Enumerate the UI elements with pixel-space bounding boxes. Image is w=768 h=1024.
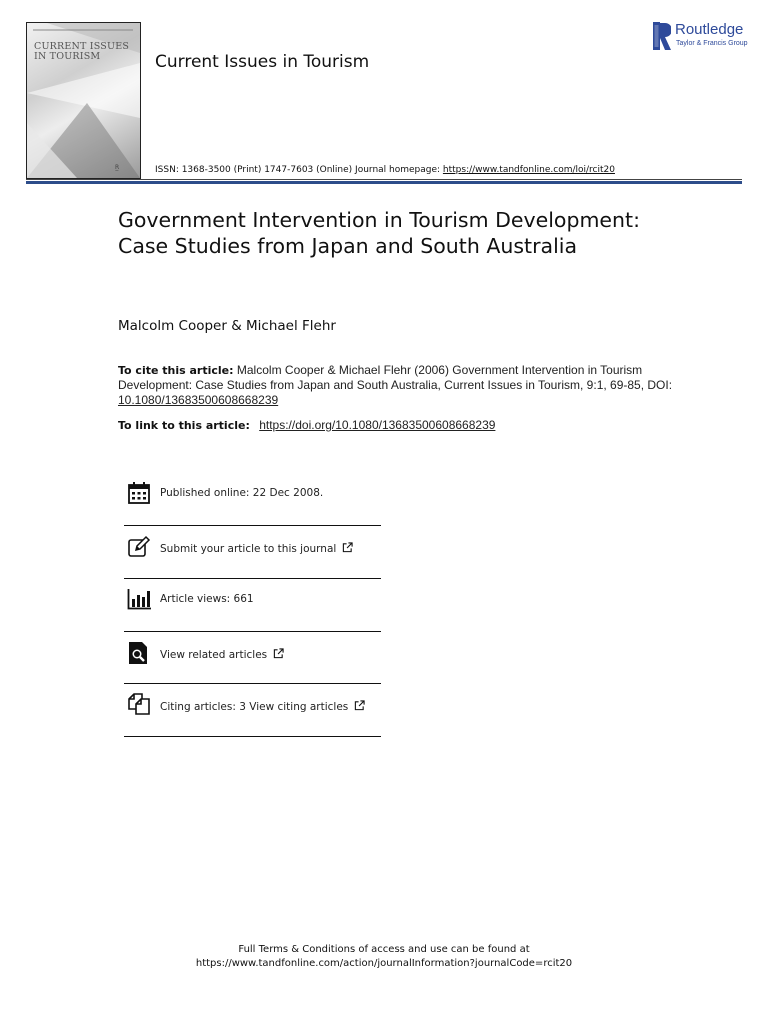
metrics-divider (124, 736, 381, 737)
external-link-icon (273, 648, 284, 659)
header-rule-thick (26, 181, 742, 184)
publisher-subtitle: Taylor & Francis Group (676, 40, 748, 47)
article-views-text: Article views: 661 (160, 593, 254, 605)
metric-related-articles[interactable] (124, 641, 380, 693)
calendar-icon (127, 481, 151, 505)
journal-homepage-link[interactable]: https://www.tandfonline.com/loi/rcit20 (442, 165, 615, 175)
cite-label: To cite this article: (118, 364, 234, 377)
issn-line (155, 165, 615, 175)
metrics-divider (124, 631, 381, 632)
header-rule-thin (26, 179, 742, 180)
cite-text: Malcolm Cooper & Michael Flehr (2006) Government Intervention in Tourism Development: Case Studies from Japan and South Australia, Current Issues in Tourism, 9:1, 69-85, DOI: (118, 363, 673, 392)
citing-articles-icon (127, 692, 151, 716)
edit-icon (127, 535, 151, 559)
article-link-line (118, 418, 678, 432)
journal-cover-image (26, 22, 141, 179)
article-doi-link[interactable]: https://doi.org/10.1080/13683500608668239 (259, 418, 496, 432)
cover-rule (33, 29, 133, 31)
citation-block (118, 363, 678, 408)
submit-article-label: Submit your article to this journal (160, 543, 337, 555)
routledge-r-icon (653, 22, 671, 50)
external-link-icon (354, 700, 365, 711)
citing-articles-link[interactable] (160, 700, 365, 713)
terms-url[interactable]: https://www.tandfonline.com/action/journalInformation?journalCode=rcit20 (195, 958, 573, 969)
terms-text: Full Terms & Conditions of access and use can be found at (238, 944, 530, 955)
citing-articles-label: Citing articles: 3 View citing articles (160, 701, 349, 713)
published-online-text: Published online: 22 Dec 2008. (160, 487, 324, 499)
issn-text: ISSN: 1368-3500 (Print) 1747-7603 (Online) Journal homepage: (155, 165, 443, 175)
search-document-icon (127, 641, 151, 665)
metrics-divider (124, 683, 381, 684)
related-articles-label: View related articles (160, 649, 268, 661)
metrics-divider (124, 525, 381, 526)
cover-publisher-mark: R̲ (115, 164, 120, 171)
metric-submit-article[interactable] (124, 535, 380, 587)
submit-article-link[interactable] (160, 542, 353, 555)
terms-footer (0, 943, 768, 971)
article-title: Government Intervention in Tourism Development: Case Studies from Japan and South Australia (118, 208, 640, 258)
cover-title: CURRENT ISSUES IN TOURISM (34, 41, 130, 62)
journal-title: Current Issues in Tourism (155, 52, 370, 72)
publisher-name: Routledge (675, 21, 744, 38)
related-articles-link[interactable] (160, 648, 284, 661)
external-link-icon (342, 542, 353, 553)
bar-chart-icon (127, 587, 151, 611)
metrics-divider (124, 578, 381, 579)
routledge-logo (653, 21, 748, 51)
article-authors: Malcolm Cooper & Michael Flehr (118, 318, 336, 334)
cite-doi-link[interactable]: 10.1080/13683500608668239 (118, 393, 279, 407)
link-label: To link to this article: (118, 419, 250, 432)
